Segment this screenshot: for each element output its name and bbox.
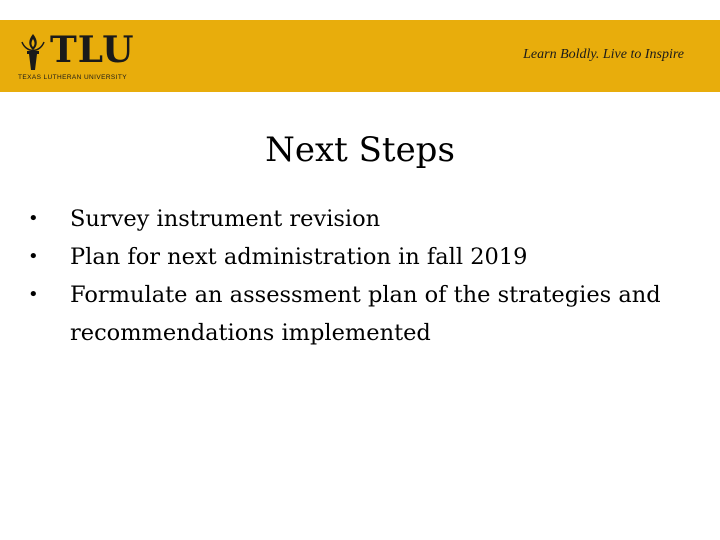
header-band — [0, 20, 720, 92]
bullet-item — [28, 276, 688, 352]
tlu-logo — [16, 30, 166, 86]
bullet-text: Formulate an assessment plan of the strategies and recommendations implemented — [70, 282, 661, 346]
bullet-item — [28, 238, 688, 276]
bullet-text: Plan for next administration in fall 2019 — [70, 244, 528, 270]
bullet-icon: • — [28, 208, 39, 229]
bullet-text: Survey instrument revision — [70, 206, 381, 232]
bullet-item — [28, 200, 688, 238]
logo-subtitle: TEXAS LUTHERAN UNIVERSITY — [18, 74, 127, 81]
torch-icon — [16, 30, 50, 74]
slide-title: Next Steps — [265, 130, 455, 170]
tagline: Learn Boldly. Live to Inspire — [523, 47, 684, 62]
logo-wordmark: TLU — [50, 29, 135, 71]
bullet-list — [28, 200, 688, 352]
bullet-icon: • — [28, 246, 39, 267]
bullet-icon: • — [28, 284, 39, 305]
